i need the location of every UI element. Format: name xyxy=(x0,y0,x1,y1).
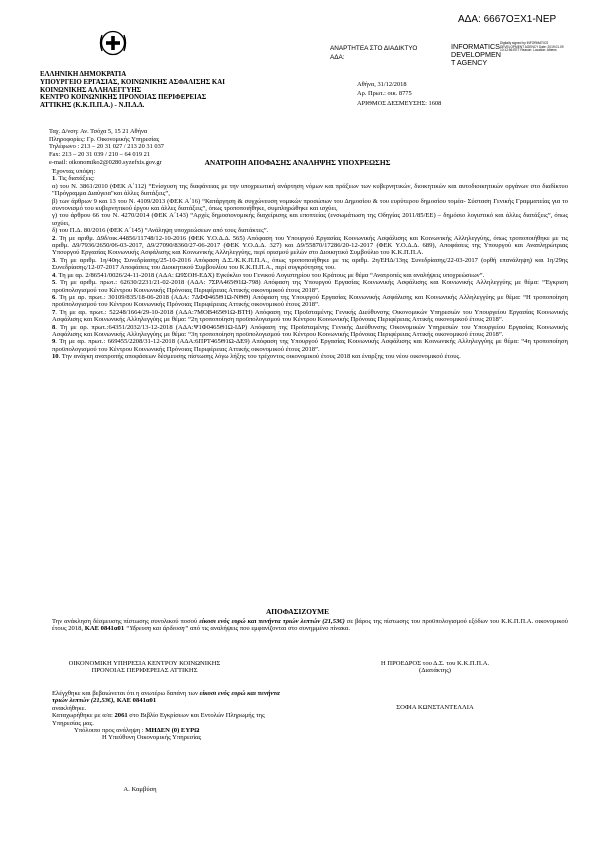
ada-header: ΑΔΑ: 6667ΟΞΧ1-ΝΕΡ xyxy=(458,14,557,25)
consideration-1: 1. Τις διατάξεις: xyxy=(52,175,95,183)
revoked-line: ανακλήθηκε. xyxy=(52,704,87,712)
posting-ada: ΑΔΑ: xyxy=(330,54,345,61)
protocol-number: Αρ. Πρωτ.: οικ. 8775 xyxy=(357,90,412,98)
information: Πληροφορίες: Γρ. Οικονομικής Υπηρεσίας xyxy=(49,135,160,143)
signature-logo: INFORMATICS DEVELOPMEN T AGENCY xyxy=(451,42,501,68)
intro: Έχοντας υπόψη: xyxy=(52,168,96,175)
signer-name: Α. Καμβύση xyxy=(123,786,157,793)
government-header xyxy=(40,71,320,110)
consideration-9: 9. Τη με αρ. πρωτ.: 669455/2208/31-12-2018 (ΑΔΑ:6ΠΡΤ465Θ1Ω-ΔΕ9) Απόφαση της Υπουργού Εργασίας Κοινωνικής Ασφάλισης και Κοινωνικής Αλληλεγγύης με θέμα: “4η τροποποίηση προϋπολογισμού του Κέντρου Κοινωνικής Πρόνοιας Περιφέρειας Αττικής οικονομικού έτους 2018”. xyxy=(52,338,568,353)
reference-block xyxy=(357,80,441,108)
provision-a: α) του Ν. 3861/2010 (ΦΕΚ Α΄112) “Ενίσχυση της διαφάνειας με την υποχρεωτική ανάρτηση νόμων και πράξεων των κυβερνητικών, διοικητικών και αυτοδιοικητικών οργάνων στο διαδίκτυο "Πρόγραμμα Διαύγεια"και άλλες διατάξεις”, xyxy=(52,182,568,198)
digital-signature-stamp xyxy=(441,42,571,72)
finance-department: ΟΙΚΟΝΟΜΙΚΗ ΥΠΗΡΕΣΙΑ ΚΕΝΤΡΟΥ ΚΟΙΝΩΝΙΚΗΣ ΠΡΟΝΟΙΑΣ ΠΕΡΙΦΕΡΕΙΑΣ ΑΤΤΙΚΗΣ xyxy=(68,660,221,675)
phone: Τηλέφωνο : 213 – 20 31 027 / 213 20 31 037 xyxy=(49,143,164,151)
consideration-5: 5. Τη με αριθμ. πρωτ.: 62630/2231/21-02-2018 (ΑΔΑ: 7ΣΡΑ465Θ1Ω-798) Απόφαση της Υπουργού Εργασίας Κοινωνικής Ασφάλισης και Κοινωνικής Αλληλεγγύης με θέμα: “Έγκριση προϋπολογισμού του Κέντρου Κοινωνικής Πρόνοιας Περιφέρειας Αττικής οικονομικού έτους 2018”. xyxy=(52,279,568,294)
country-name: ΕΛΛΗΝΙΚΗ ΔΗΜΟΚΡΑΤΙΑ xyxy=(40,71,127,78)
center-name-1: ΚΕΝΤΡΟ ΚΟΙΝΩΝΙΚΗΣ ΠΡΟΝΟΙΑΣ ΠΕΡΙΦΕΡΕΙΑΣ xyxy=(40,94,207,102)
signature-caption: Digitally signed by INFORMATICS DEVELOPMENT AGENCY Date: 2019.01.09 10:12:56 EET Reason: Location: Athens xyxy=(500,41,564,53)
decision-paragraph: Την ανάκληση δέσμευσης πίστωσης συνολικού ποσού είκοσι ενός ευρώ και πενήντα τριών λεπτών (21,53€) σε βάρος της πίστωσης του προϋπολογισμού εξόδων του Κ.Κ.Π.Π.Α. οικονομικού έτους 2018, ΚΑΕ 0841α01 “Υδρευση και άρδευση” από τις αναλήψεις που εμφανίζονται στο συνημμένο πίνακα. xyxy=(52,618,568,633)
provision-c: γ) του άρθρου 66 του Ν. 4270/2014 (ΦΕΚ Α΄143) “Αρχές δημοσιονομικής διαχείρισης και εποπτείας (ενσωμάτωση της Οδηγίας 2011/85/ΕΕ) – δημόσιο λογιστικό και άλλες διατάξεις”, όπως ισχύει, xyxy=(52,212,568,227)
consideration-10: 10. Την ανάγκη ανατροπής αποφάσεων δέσμευσης πίστωσης λόγω λήξης του τρέχοντος οικονομικού έτους 2018 και έναρξης του νέου οικονομικού έτους. xyxy=(52,353,461,361)
address: Ταχ. Δ/νση: Αν. Τσόχα 5, 15 21 Αθήνα xyxy=(49,128,148,135)
fax: Fax: 213 – 20 31 039 / 210 – 64 019 21 xyxy=(49,151,151,159)
finance-head-title: Η Υπεύθυνη Οικονομικής Υπηρεσίας xyxy=(102,734,202,742)
posting-line: ΑΝΑΡΤΗΤΕΑ ΣΤΟ ΔΙΑΔΙΚΤΥΟ xyxy=(330,45,418,52)
ministry-name-1: ΥΠΟΥΡΓΕΙΟ ΕΡΓΑΣΙΑΣ, ΚΟΙΝΩΝΙΚΗΣ ΑΣΦΑΛΙΣΗΣ ΚΑΙ xyxy=(40,78,225,86)
doc-date: Αθήνα, 31/12/2018 xyxy=(357,81,407,88)
decide-title: ΑΠΟΦΑΣΙΖΟΥΜΕ xyxy=(265,607,330,616)
consideration-2: 2. Τη με αριθμ. Δ9δ/οικ.44856/11748/12-10-2016 (ΦΕΚ Υ.Ο.Δ.Δ. 565) Απόφαση του Υπουργού Εργασίας Κοινωνικής Ασφάλισης και Κοινωνικής Αλληλεγγύης, όπως τροποποιήθηκε με τις αριθμ. Δ9/7936/2650/06-03-2017, Δ9/27090/8360/27-06-2017 (ΦΕΚ Υ.Ο.Δ.Δ. 327) και Δ9/55870/17286/20-12-2017 (ΦΕΚ Υ.Ο.Δ.Δ. 689), Αποφάσεις της Υπουργού και Αναπληρώτριας Υπουργού Εργασίας Κοινωνικής Ασφάλισης και Κοινωνικής Αλληλεγγύης, περί ορισμού μελών στο Διοικητικό Συμβούλιο του Κ.Κ.Π.Π.Α. xyxy=(52,234,568,257)
consideration-4: 4. Τη με αρ. 2/86541/0026/24-11-2018 (ΑΔΑ: Ω9ΣΟΗ-ΕΔΧ) Εγκύκλιο του Γενικού Λογιστηρίου του Κράτους με θέμα “Ανατροπές και αναλήψεις υποχρεώσεων”. xyxy=(52,271,485,279)
provision-b: β) των άρθρων 9 και 13 του Ν. 4109/2013 (ΦΕΚ Α΄16) “Κατάργηση & συγχώνευση νομικών προσώπων του Δημοσίου & του ευρύτερου δημοσίου τομέα- Σύσταση Γενικής Γραμματείας για το συντονισμό του κυβερνητικού έργου και άλλες διατάξεις”, όπως τροποποιήθηκε, συμπληρώθηκε και ισχύει, xyxy=(52,197,568,213)
posting-note xyxy=(330,44,417,62)
center-name-2: ΑΤΤΙΚΗΣ (Κ.Κ.Π.Π.Α.) - Ν.Π.Δ.Δ. xyxy=(40,102,145,110)
remaining-balance: Υπόλοιπο προς ανάληψη : ΜΗΔΕΝ (0) ΕΥΡΩ xyxy=(74,727,200,735)
registration-text: Καταχωρήθηκε με α/α: 2061 στο Βιβλίο Εγκρίσεων και Εντολών Πληρωμής της Υπηρεσίας μας. xyxy=(52,712,265,727)
consideration-6: 6. Τη με αρ. πρωτ.: 30109/835/18-06-2018 (ΑΔΑ: 7ΔΦΦ465Θ1Ω-ΝΘΘ) Απόφαση της Υπουργού Εργασίας Κοινωνικής Ασφάλισης και Κοινωνικής Αλληλεγγύης με θέμα: “Η τροποποίηση προϋπολογισμού του Κέντρου Κοινωνικής Πρόνοιας Περιφέρειας Αττικής οικονομικού έτους 2018”. xyxy=(52,293,568,309)
consideration-7: 7. Τη με αρ. πρωτ.: 52248/1664/29-10-2018 (ΑΔΑ:7ΜΟΒ465Θ1Ω-ΒΤΗ) Απόφαση της Προϊσταμένης Γενικής Διεύθυνσης Οικονομικών Υπηρεσιών του Υπουργείου Εργασίας Κοινωνικής Ασφάλισης και Κοινωνικής Αλληλεγγύης με θέμα: “2η τροποποίηση προϋπολογισμού του Κέντρου Κοινωνικής Πρόνοιας Περιφέρειας Αττικής οικονομικού έτους 2018”. xyxy=(52,308,568,324)
email: e-mail: oikonomiko2@0280.syzefxis.gov.gr xyxy=(49,158,162,166)
commitment-number: ΑΡΙΘΜΟΣ ΔΕΣΜΕΥΣΗΣ: 1608 xyxy=(357,99,442,107)
verification-block xyxy=(52,690,282,742)
consideration-8: 8. Τη με αρ. πρωτ.:64351/2032/13-12-2018 (ΑΔΑ:Ψ1Φ0465Θ1Ω-ΙΔΡ) Απόφαση της Προϊσταμένης Γενικής Διεύθυνσης Οικονομικών Υπηρεσιών του Υπουργείου Εργασίας Κοινωνικής Ασφάλισης και Κοινωνικής Αλληλεγγύης με θέμα: “3η τροποποίηση προϋπολογισμού του Κέντρου Κοινωνικής Πρόνοιας Περιφέρειας Αττικής οικονομικού έτους 2018”. xyxy=(52,323,568,338)
decision-title: ΑΝΑΤΡΟΠΗ ΑΠΟΦΑΣΗΣ ΑΝΑΛΗΨΗΣ ΥΠΟΧΡΕΩΣΗΣ xyxy=(204,158,391,167)
president-title: Η ΠΡΟΕΔΡΟΣ του Δ.Σ. του Κ.Κ.Π.Π.Α. (Διατάκτης) xyxy=(380,660,490,675)
considerations xyxy=(52,168,568,361)
greek-coat-of-arms-icon xyxy=(98,28,128,58)
verification-text: Ελέγχθηκε και βεβαιώνεται ότι η ανωτέρω δαπάνη των είκοσι ενός ευρώ και πενήντα τριών λεπτών (21,53€), ΚΑΕ 0841α01 xyxy=(52,690,280,705)
provision-d: δ) του Π.Δ. 80/2016 (ΦΕΚ Α΄145) “Ανάληψη υποχρεώσεων από τους διατάκτες”. xyxy=(52,227,269,235)
ministry-name-2: ΚΟΙΝΩΝΙΚΗΣ ΑΛΛΗΛΕΓΓΥΗΣ xyxy=(40,86,142,94)
president-name: ΣΟΦΙΑ ΚΩΝΣΤΑΝΤΕΛΛΙΑ xyxy=(396,704,474,711)
consideration-3: 3. Τη με αριθμ. 1η/40ης Συνεδρίασης/25-10-2016 Απόφαση Δ.Σ./Κ.Κ.Π.Π.Α., όπως τροποποιήθηκε με τις αριθμ. 2η/ΕΗΔ/13ης Συνεδρίασης/22-03-2017 (ορθή επανάληψη) και 1η/29ης Συνεδρίασης/12-07-2017 Αποφάσεις του Διοικητικού Συμβουλίου του Κ.Κ.Π.Π.Α., περί συγκρότησης του. xyxy=(52,256,568,272)
